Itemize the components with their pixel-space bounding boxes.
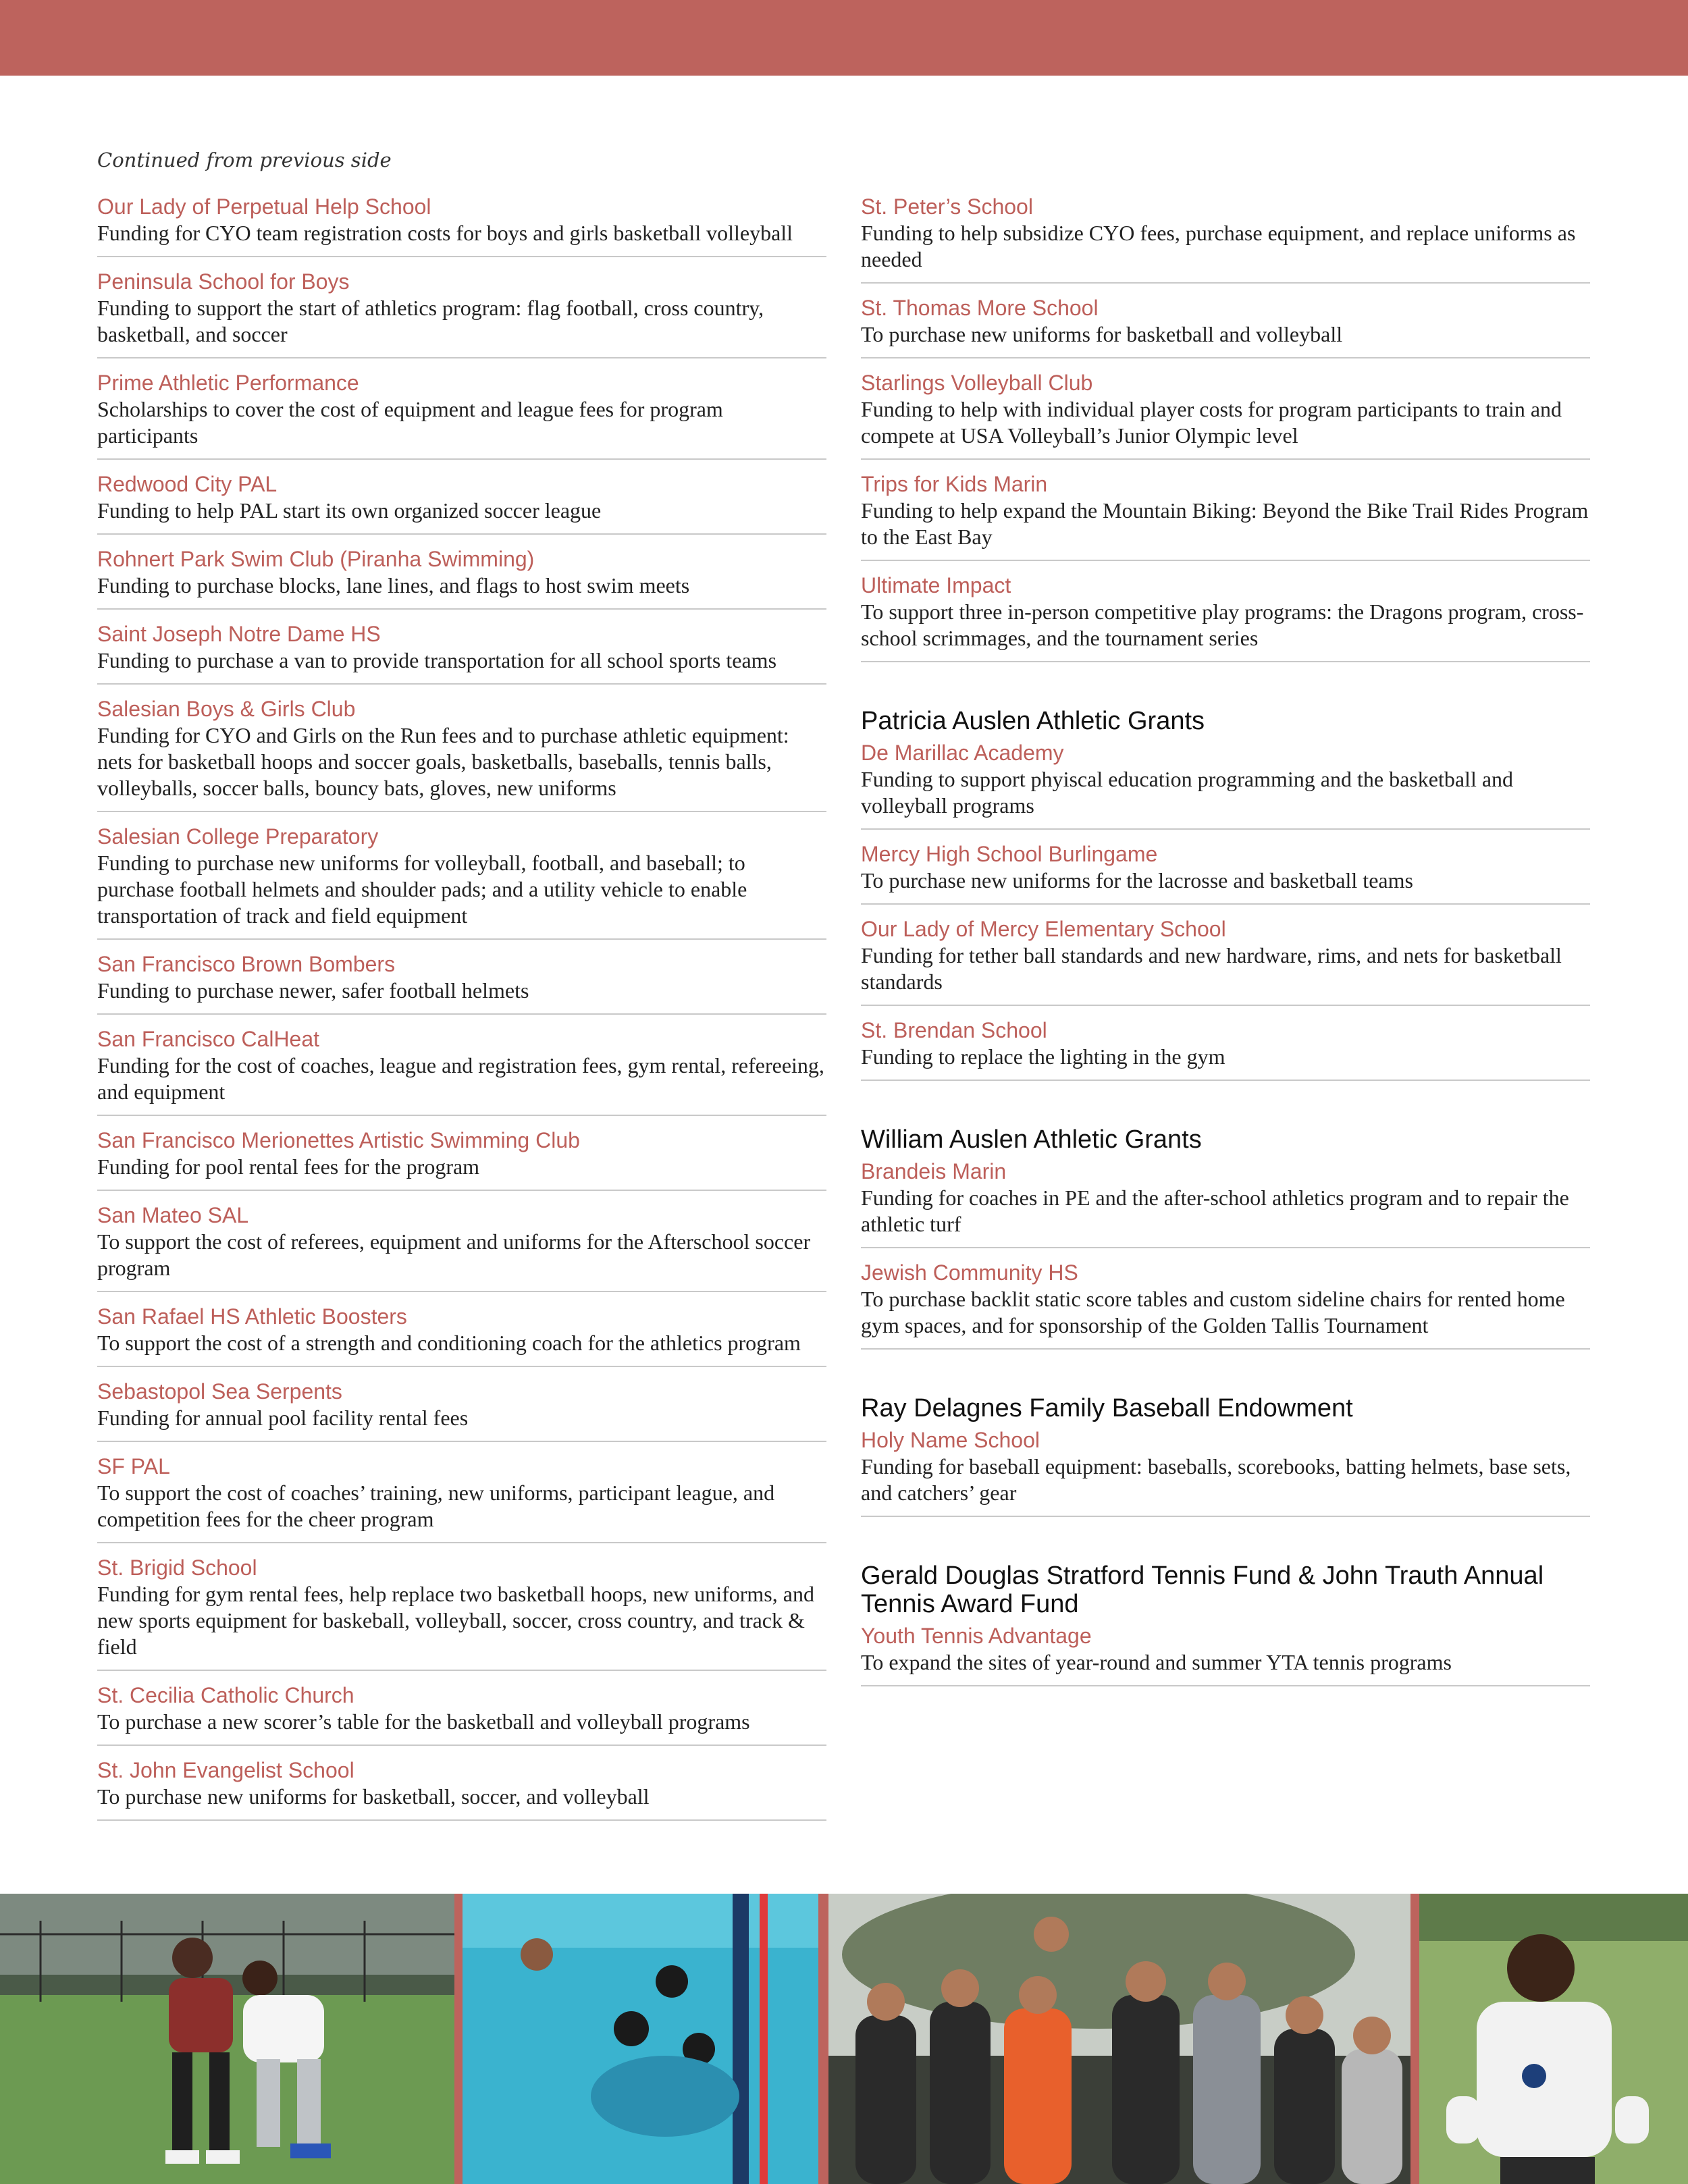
grant-entry bbox=[97, 1378, 826, 1442]
grant-description: To support the cost of a strength and conditioning coach for the athletics program bbox=[97, 1331, 801, 1355]
grant-description: To purchase new uniforms for the lacrosse and basketball teams bbox=[861, 868, 1413, 893]
grantee-name: Salesian Boys & Girls Club bbox=[97, 697, 356, 721]
grant-entry bbox=[97, 695, 826, 812]
grantee-name: Starlings Volleyball Club bbox=[861, 371, 1093, 395]
grantee-name: San Rafael HS Athletic Boosters bbox=[97, 1304, 407, 1329]
grantee-name: Mercy High School Burlingame bbox=[861, 842, 1158, 866]
grant-description: Funding to replace the lighting in the gym bbox=[861, 1044, 1225, 1069]
grant-description: Funding to help expand the Mountain Biking: Beyond the Bike Trail Rides Program to the East Bay bbox=[861, 498, 1589, 549]
grant-entry bbox=[861, 471, 1590, 561]
photo-strip bbox=[0, 1894, 1688, 2184]
fund-heading-patricia-auslen-athletic-grants: Patricia Auslen Athletic Grants bbox=[861, 707, 1205, 735]
grant-entry bbox=[97, 620, 826, 685]
grant-entry bbox=[861, 1017, 1590, 1081]
right-grant-column bbox=[861, 193, 1590, 1697]
grant-entry bbox=[97, 1127, 826, 1191]
grant-entry bbox=[97, 1303, 826, 1367]
grantee-name: St. Brendan School bbox=[861, 1018, 1047, 1042]
grantee-name: St. Peter’s School bbox=[861, 194, 1033, 219]
grantee-name: Holy Name School bbox=[861, 1428, 1040, 1452]
grantee-name: Peninsula School for Boys bbox=[97, 269, 350, 294]
grant-description: Funding for CYO and Girls on the Run fees and to purchase athletic equipment: nets for basketball hoops and soccer goals, basketballs, baseballs, tennis balls, volleyballs, soccer balls, bouncy bats, gloves, new uniforms bbox=[97, 723, 789, 800]
grant-entry bbox=[861, 294, 1590, 358]
grant-entry bbox=[861, 193, 1590, 284]
grant-description: To purchase a new scorer’s table for the basketball and volleyball programs bbox=[97, 1709, 750, 1734]
fund-heading-gerald-douglas-stratford-tennis-fund-joh: Gerald Douglas Stratford Tennis Fund & John Trauth Annual Tennis Award Fund bbox=[861, 1562, 1544, 1618]
grant-entry bbox=[97, 1757, 826, 1821]
grant-description: To purchase new uniforms for basketball and volleyball bbox=[861, 322, 1343, 346]
grant-entry bbox=[97, 268, 826, 358]
grantee-name: Our Lady of Mercy Elementary School bbox=[861, 917, 1226, 941]
football-photo bbox=[0, 1894, 454, 2184]
grant-entry bbox=[97, 1202, 826, 1292]
grant-description: To support three in-person competitive play programs: the Dragons program, cross-school scrimmages, and the tournament series bbox=[861, 600, 1584, 650]
clinic-player-photo bbox=[1419, 1894, 1688, 2184]
grantee-name: Trips for Kids Marin bbox=[861, 472, 1048, 496]
grantee-name: Jewish Community HS bbox=[861, 1260, 1078, 1285]
grant-description: Funding for coaches in PE and the after-school athletics program and to repair the athletic turf bbox=[861, 1186, 1569, 1236]
grantee-name: Ultimate Impact bbox=[861, 573, 1011, 597]
grant-description: Funding to help PAL start its own organized soccer league bbox=[97, 498, 602, 523]
grant-description: Funding to purchase new uniforms for volleyball, football, and baseball; to purchase football helmets and shoulder pads; and a utility vehicle to enable transportation of track and field equipment bbox=[97, 851, 747, 928]
grantee-name: Our Lady of Perpetual Help School bbox=[97, 194, 431, 219]
grantee-name: St. Cecilia Catholic Church bbox=[97, 1683, 354, 1707]
grant-entry bbox=[861, 841, 1590, 905]
grant-entry bbox=[97, 823, 826, 940]
grant-entry bbox=[861, 369, 1590, 460]
grant-description: Funding to help subsidize CYO fees, purchase equipment, and replace uniforms as needed bbox=[861, 221, 1576, 271]
grantee-name: Rohnert Park Swim Club (Piranha Swimming) bbox=[97, 547, 535, 571]
grantee-name: Prime Athletic Performance bbox=[97, 371, 359, 395]
grantee-name: San Francisco CalHeat bbox=[97, 1027, 320, 1051]
swimming-pool-photo bbox=[463, 1894, 818, 2184]
fund-heading-ray-delagnes-family-baseball-endowment: Ray Delagnes Family Baseball Endowment bbox=[861, 1394, 1353, 1422]
grant-description: To support the cost of referees, equipment and uniforms for the Afterschool soccer program bbox=[97, 1229, 811, 1280]
grant-entry bbox=[861, 1622, 1590, 1686]
grantee-name: Sebastopol Sea Serpents bbox=[97, 1379, 342, 1404]
grant-entry bbox=[861, 572, 1590, 662]
grant-description: Funding to help with individual player costs for program participants to train and compete at USA Volleyball’s Junior Olympic level bbox=[861, 397, 1562, 448]
team-group-photo bbox=[828, 1894, 1410, 2184]
grant-entry bbox=[861, 1259, 1590, 1350]
grant-description: Funding for the cost of coaches, league and registration fees, gym rental, refereeing, and equipment bbox=[97, 1053, 824, 1104]
grant-description: Funding for CYO team registration costs for boys and girls basketball volleyball bbox=[97, 221, 793, 245]
grant-description: Funding to purchase blocks, lane lines, and flags to host swim meets bbox=[97, 573, 690, 597]
grant-entry bbox=[97, 1026, 826, 1116]
grant-description: Scholarships to cover the cost of equipment and league fees for program participants bbox=[97, 397, 723, 448]
grant-description: Funding to purchase newer, safer football helmets bbox=[97, 978, 529, 1003]
grant-description: To expand the sites of year-round and summer YTA tennis programs bbox=[861, 1650, 1452, 1674]
grantee-name: San Mateo SAL bbox=[97, 1203, 249, 1227]
grant-description: Funding for baseball equipment: baseballs, scorebooks, batting helmets, base sets, and catchers’ gear bbox=[861, 1454, 1571, 1505]
grant-entry bbox=[861, 1158, 1590, 1248]
grant-description: Funding for gym rental fees, help replace two basketball hoops, new uniforms, and new sports equipment for baskeball, volleyball, soccer, cross country, and track & field bbox=[97, 1582, 814, 1659]
grant-entry bbox=[97, 369, 826, 460]
grant-entry bbox=[97, 1453, 826, 1543]
left-grant-column bbox=[97, 193, 826, 1832]
grantee-name: San Francisco Brown Bombers bbox=[97, 952, 396, 976]
grantee-name: Brandeis Marin bbox=[861, 1159, 1007, 1183]
grant-description: Funding to purchase a van to provide transportation for all school sports teams bbox=[97, 648, 777, 672]
grant-description: Funding for tether ball standards and new hardware, rims, and nets for basketball standards bbox=[861, 943, 1562, 994]
grant-description: Funding to support the start of athletics program: flag football, cross country, basketball, and soccer bbox=[97, 296, 764, 346]
continued-note: Continued from previous side bbox=[97, 149, 392, 171]
grantee-name: St. John Evangelist School bbox=[97, 1758, 354, 1782]
grant-entry bbox=[97, 951, 826, 1015]
grant-description: Funding for pool rental fees for the program bbox=[97, 1154, 480, 1179]
grant-entry bbox=[861, 915, 1590, 1006]
grant-entry bbox=[97, 193, 826, 257]
grantee-name: Redwood City PAL bbox=[97, 472, 278, 496]
grant-entry bbox=[97, 471, 826, 535]
grantee-name: St. Brigid School bbox=[97, 1555, 257, 1580]
grant-entry bbox=[861, 1427, 1590, 1517]
grantee-name: San Francisco Merionettes Artistic Swimming Club bbox=[97, 1128, 580, 1152]
grant-description: To purchase backlit static score tables and custom sideline chairs for rented home gym spaces, and for sponsorship of the Golden Tallis Tournament bbox=[861, 1287, 1565, 1337]
grant-description: To purchase new uniforms for basketball, soccer, and volleyball bbox=[97, 1784, 650, 1809]
grant-entry bbox=[861, 739, 1590, 830]
grantee-name: Saint Joseph Notre Dame HS bbox=[97, 622, 381, 646]
grant-entry bbox=[97, 1554, 826, 1671]
grant-description: Funding to support phyiscal education programming and the basketball and volleyball programs bbox=[861, 767, 1514, 818]
grantee-name: SF PAL bbox=[97, 1454, 170, 1479]
fund-heading-william-auslen-athletic-grants: William Auslen Athletic Grants bbox=[861, 1125, 1202, 1154]
grantee-name: De Marillac Academy bbox=[861, 741, 1064, 765]
grant-entry bbox=[97, 545, 826, 610]
top-color-band bbox=[0, 0, 1688, 76]
grantee-name: Youth Tennis Advantage bbox=[861, 1624, 1092, 1648]
grant-description: Funding for annual pool facility rental fees bbox=[97, 1406, 469, 1430]
grantee-name: St. Thomas More School bbox=[861, 296, 1099, 320]
grantee-name: Salesian College Preparatory bbox=[97, 824, 379, 849]
grant-description: To support the cost of coaches’ training, new uniforms, participant league, and competition fees for the cheer program bbox=[97, 1481, 775, 1531]
grant-entry bbox=[97, 1682, 826, 1746]
